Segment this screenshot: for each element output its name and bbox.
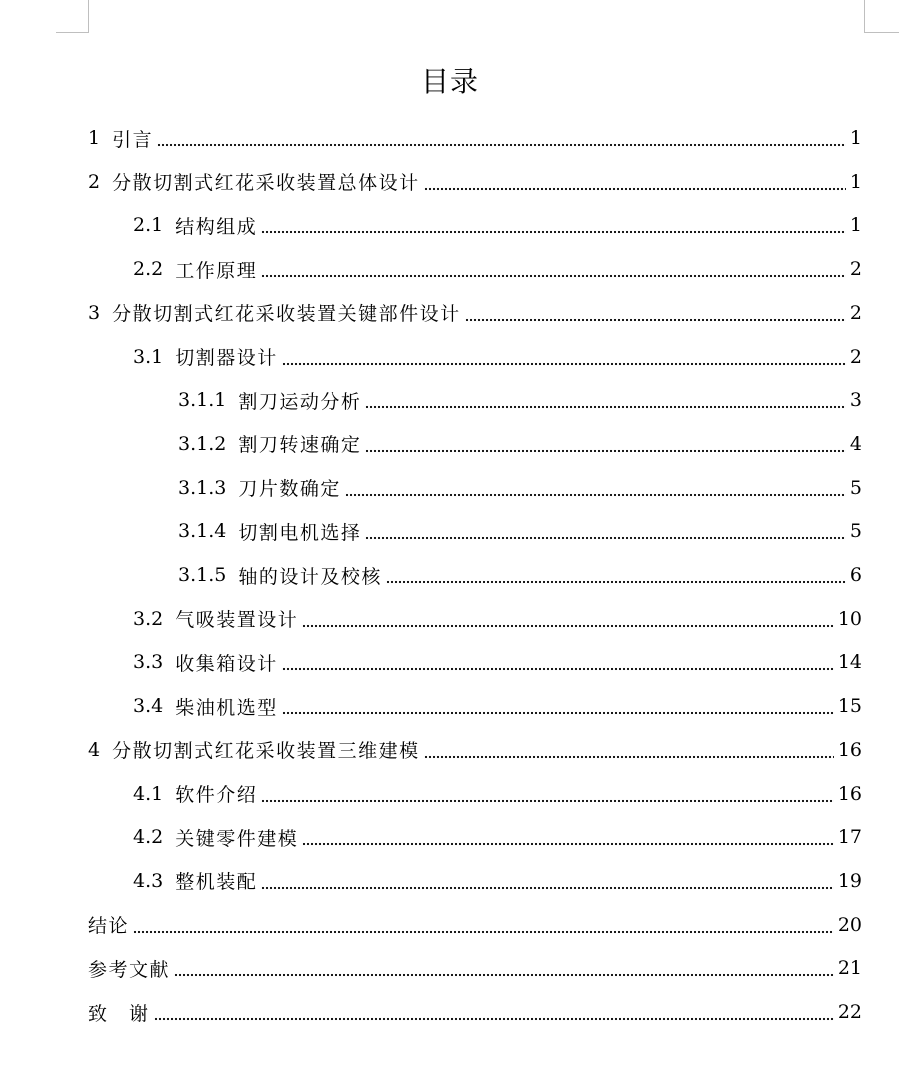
toc-leader-dots: [424, 172, 846, 192]
toc-entry-page: 17: [837, 826, 862, 849]
toc-entry-number: 4.3: [133, 869, 164, 892]
toc-entry-number: 2.1: [133, 214, 164, 237]
toc-entry-number: 3.3: [133, 651, 164, 674]
crop-mark-top-right: [864, 0, 899, 33]
toc-entry[interactable]: [88, 990, 862, 1034]
toc-leader-dots: [154, 1002, 834, 1022]
toc-entry-number: 2.2: [133, 258, 164, 281]
toc-entry-number: 4.1: [133, 782, 164, 805]
toc-entry-text: 结论: [88, 915, 130, 938]
toc-entry[interactable]: [88, 903, 862, 947]
toc-entry-text: 割刀运动分析: [238, 390, 362, 413]
toc-entry-number: 2: [88, 170, 101, 193]
toc-entry-text: 切割电机选择: [238, 521, 362, 544]
toc-entry[interactable]: [178, 509, 862, 553]
toc-leader-dots: [465, 303, 846, 323]
toc-entry-text: 参考文献: [88, 958, 171, 981]
toc-entry-text: 气吸装置设计: [175, 609, 299, 632]
toc-leader-dots: [365, 390, 846, 410]
toc-leader-dots: [282, 347, 846, 367]
toc-entry[interactable]: [133, 815, 862, 859]
toc-entry[interactable]: [178, 422, 862, 466]
toc-entry[interactable]: [133, 335, 862, 379]
toc-leader-dots: [424, 740, 834, 760]
toc-entry-number: 3.1.3: [178, 476, 227, 499]
toc-entry-number: 3: [88, 301, 101, 324]
toc-leader-dots: [302, 609, 834, 629]
toc-leader-dots: [302, 827, 834, 847]
toc-entry[interactable]: [178, 466, 862, 510]
toc-entry-number: 3.1.4: [178, 520, 227, 543]
toc-entry-text: 刀片数确定: [238, 478, 341, 501]
toc-entry-page: 20: [837, 913, 862, 936]
toc-entry[interactable]: [133, 859, 862, 903]
toc-entry-number: 3.2: [133, 607, 164, 630]
toc-entry-page: 2: [849, 301, 862, 324]
toc-leader-dots: [261, 871, 834, 891]
toc-entry-page: 2: [849, 345, 862, 368]
toc-title: 目录: [420, 65, 479, 98]
toc-entry-page: 19: [837, 869, 862, 892]
toc-leader-dots: [282, 652, 834, 672]
toc-leader-dots: [261, 784, 834, 804]
toc-entry-text: 分散切割式红花采收装置总体设计: [112, 172, 420, 195]
toc-entry[interactable]: [88, 160, 862, 204]
toc-entry-text: 柴油机选型: [175, 696, 278, 719]
toc-entry-page: 1: [849, 127, 862, 149]
toc-leader-dots: [365, 434, 846, 454]
toc-entry[interactable]: [88, 291, 862, 335]
toc-leader-dots: [282, 696, 834, 716]
toc-entry-page: 4: [849, 432, 862, 455]
toc-entry-page: 22: [837, 1001, 862, 1023]
toc-entry-page: 16: [837, 738, 862, 761]
toc-entry[interactable]: [88, 946, 862, 990]
toc-entry-page: 15: [837, 695, 862, 718]
toc-entry-page: 1: [849, 214, 862, 237]
toc-leader-dots: [157, 128, 846, 148]
toc-entry-number: 3.1.1: [178, 389, 227, 412]
crop-mark-top-left: [56, 0, 89, 33]
toc-leader-dots: [261, 259, 846, 279]
toc-entry-text: 整机装配: [175, 871, 258, 894]
toc-entry-page: 5: [849, 476, 862, 499]
toc-entry-text: 结构组成: [175, 215, 258, 238]
toc-leader-dots: [365, 521, 846, 541]
toc-entry[interactable]: [133, 772, 862, 816]
toc-entry-page: 3: [849, 389, 862, 412]
toc-entry-number: 3.1: [133, 345, 164, 368]
toc-entry-text: 收集箱设计: [175, 652, 278, 675]
toc-entry-text: 软件介绍: [175, 784, 258, 806]
toc-entry-page: 1: [849, 170, 862, 193]
toc-entry[interactable]: [178, 553, 862, 597]
toc-entry[interactable]: [88, 116, 862, 160]
toc-entry-page: 16: [837, 782, 862, 805]
toc-leader-dots: [174, 958, 834, 978]
toc-entry-page: 10: [837, 607, 862, 630]
toc-entry-number: 4.2: [133, 826, 164, 849]
toc-entry-text: 致 谢: [88, 1002, 150, 1025]
toc-entry-number: 4: [88, 738, 101, 761]
toc-entry-page: 14: [837, 651, 862, 674]
toc-entry-text: 分散切割式红花采收装置关键部件设计: [112, 303, 461, 326]
toc-entry-page: 5: [849, 520, 862, 543]
toc-entry-text: 引言: [112, 128, 154, 151]
toc-entry-page: 6: [849, 564, 862, 586]
toc-entry[interactable]: [178, 378, 862, 422]
toc-leader-dots: [261, 215, 846, 235]
toc-entry-text: 轴的设计及校核: [238, 565, 382, 588]
toc-leader-dots: [386, 565, 846, 585]
toc-entry-page: 2: [849, 258, 862, 281]
toc-entry-number: 3.1.2: [178, 432, 227, 455]
toc-entry-text: 工作原理: [175, 259, 258, 282]
toc-entry[interactable]: [88, 728, 862, 772]
toc-entry[interactable]: [133, 247, 862, 291]
toc-entry-page: 21: [837, 957, 862, 980]
toc-entry-text: 切割器设计: [175, 347, 278, 369]
toc-leader-dots: [345, 478, 846, 498]
toc-entry-number: 3.1.5: [178, 564, 227, 586]
toc-entry-number: 1: [88, 127, 101, 149]
toc-entry-text: 割刀转速确定: [238, 434, 362, 457]
toc-entry[interactable]: [133, 203, 862, 247]
toc-entry-text: 关键零件建模: [175, 827, 299, 850]
toc-entry[interactable]: [133, 684, 862, 728]
toc-entry[interactable]: [133, 640, 862, 684]
toc-entry-text: 分散切割式红花采收装置三维建模: [112, 740, 420, 763]
toc-entry[interactable]: [133, 597, 862, 641]
toc-entry-number: 3.4: [133, 695, 164, 718]
toc-leader-dots: [133, 915, 834, 935]
